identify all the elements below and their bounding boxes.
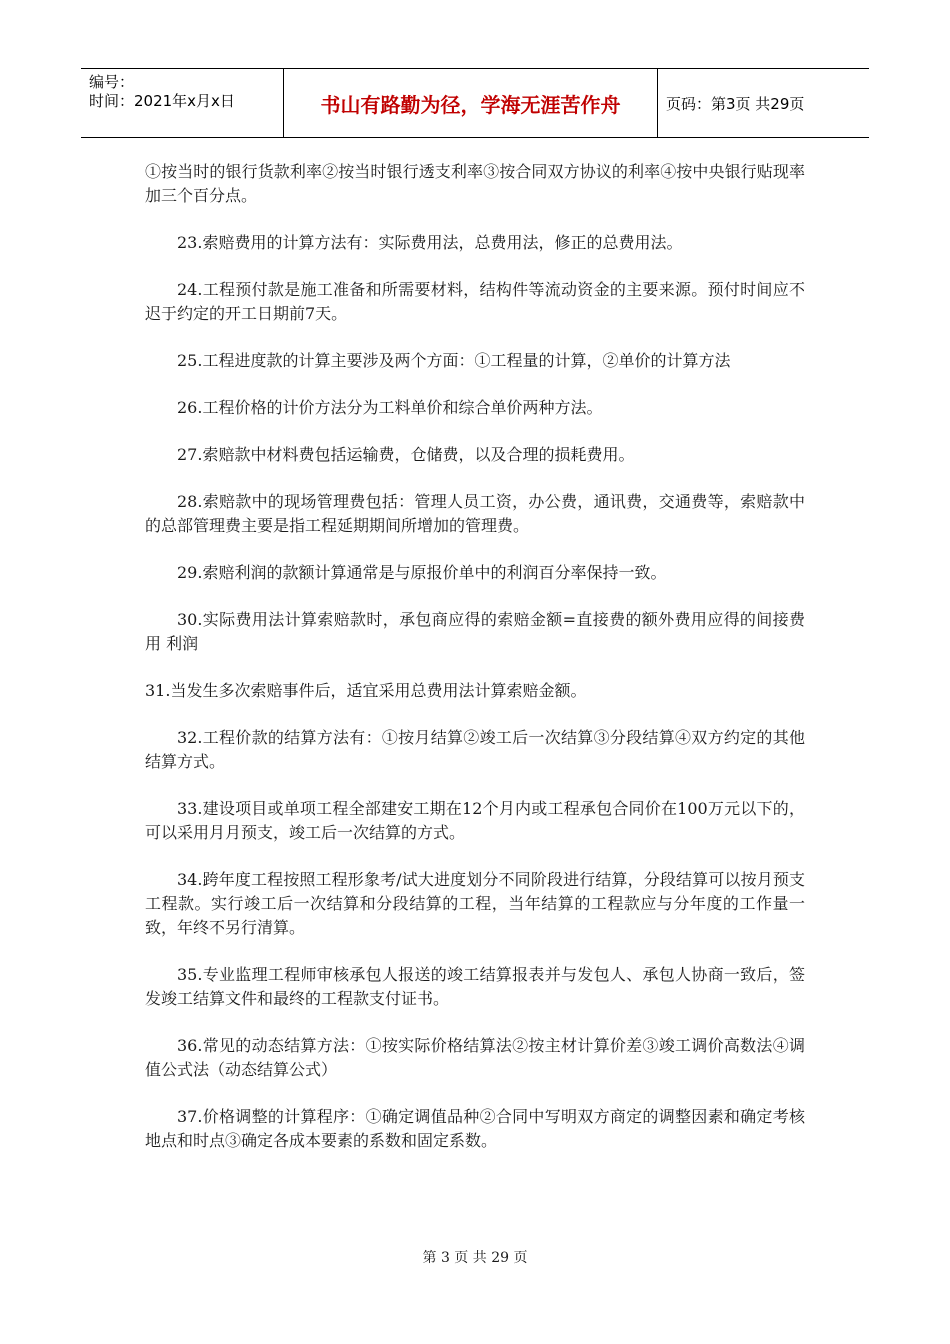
paragraph: 35.专业监理工程师审核承包人报送的竣工结算报表并与发包人、承包人协商一致后，签发竣工结算文件和最终的工程款支付证书。: [145, 965, 805, 1008]
paragraph: 23.索赔费用的计算方法有：实际费用法，总费用法，修正的总费用法。: [177, 233, 683, 252]
page-header: [81, 68, 869, 138]
paragraph: 25.工程进度款的计算主要涉及两个方面：①工程量的计算，②单价的计算方法: [177, 351, 731, 370]
paragraph: 36.常见的动态结算方法：①按实际价格结算法②按主材计算价差③竣工调价高数法④调值公式法（动态结算公式）: [145, 1036, 805, 1079]
paragraph: 33.建设项目或单项工程全部建安工期在12个月内或工程承包合同价在100万元以下的，可以采用月月预支，竣工后一次结算的方式。: [145, 799, 805, 842]
paragraph: 29.索赔利润的款额计算通常是与原报价单中的利润百分率保持一致。: [177, 563, 667, 582]
header-motto: 书山有路勤为径，学海无涯苦作舟: [284, 69, 658, 137]
header-page-info: 页码：第3页 共29页: [666, 94, 805, 113]
paragraph: 31.当发生多次索赔事件后，适宜采用总费用法计算索赔金额。: [145, 681, 587, 700]
paragraph: 37.价格调整的计算程序：①确定调值品种②合同中写明双方商定的调整因素和确定考核地点和时点③确定各成本要素的系数和固定系数。: [145, 1107, 805, 1150]
document-time-label: 时间：2021年x月x日: [89, 92, 235, 110]
paragraph: 28.索赔款中的现场管理费包括：管理人员工资，办公费，通讯费，交通费等，索赔款中的总部管理费主要是指工程延期期间所增加的管理费。: [145, 492, 805, 535]
paragraph: ①按当时的银行货款利率②按当时银行透支利率③按合同双方协议的利率④按中央银行贴现率加三个百分点。: [145, 162, 805, 205]
document-body: [145, 160, 805, 1176]
header-meta: [81, 69, 284, 137]
paragraph: 26.工程价格的计价方法分为工料单价和综合单价两种方法。: [177, 398, 603, 417]
document-number-label: 编号：: [89, 73, 135, 91]
paragraph: 27.索赔款中材料费包括运输费，仓储费，以及合理的损耗费用。: [177, 445, 635, 464]
paragraph: 32.工程价款的结算方法有：①按月结算②竣工后一次结算③分段结算④双方约定的其他结算方式。: [145, 728, 805, 771]
page-footer: 第 3 页 共 29 页: [422, 1250, 528, 1266]
paragraph: 24.工程预付款是施工准备和所需要材料，结构件等流动资金的主要来源。预付时间应不迟于约定的开工日期前7天。: [145, 280, 805, 323]
paragraph: 34.跨年度工程按照工程形象考/试大进度划分不同阶段进行结算，分段结算可以按月预支工程款。实行竣工后一次结算和分段结算的工程，当年结算的工程款应与分年度的工作量一致，年终不另行清算。: [145, 870, 805, 937]
paragraph: 30.实际费用法计算索赔款时，承包商应得的索赔金额=直接费的额外费用应得的间接费用 利润: [145, 610, 805, 653]
